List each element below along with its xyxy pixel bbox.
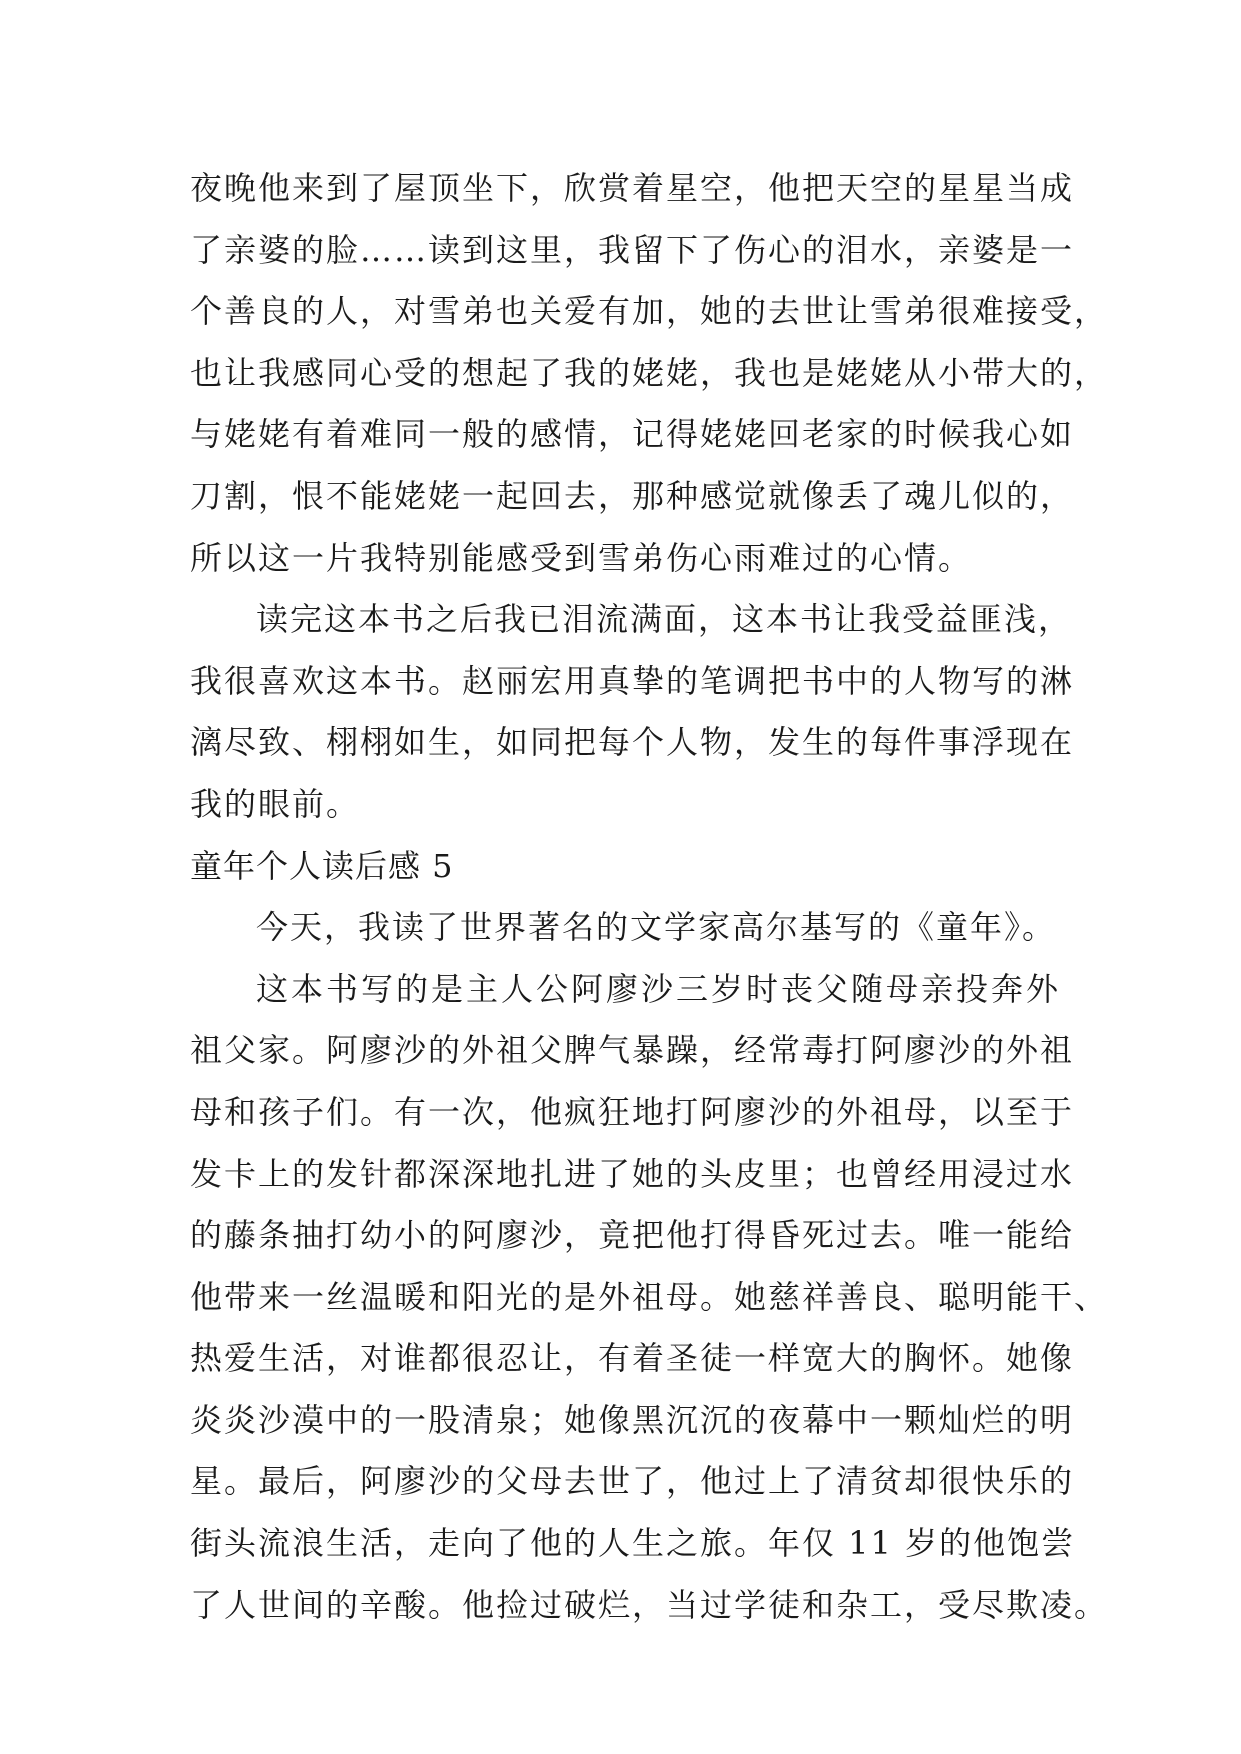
paragraph-line: 与姥姥有着难同一般的感情，记得姥姥回老家的时候我心如 [190,415,1075,454]
paragraph-line: 这本书写的是主人公阿廖沙三岁时丧父随母亲投奔外 [256,969,1060,1008]
paragraph-line: 了亲婆的脸……读到这里，我留下了伤心的泪水，亲婆是一 [190,230,1075,269]
paragraph-line: 我很喜欢这本书。赵丽宏用真挚的笔调把书中的人物写的淋 [190,661,1075,700]
paragraph-line: 祖父家。阿廖沙的外祖父脾气暴躁，经常毒打阿廖沙的外祖 [190,1031,1075,1070]
paragraph-line: 所以这一片我特别能感受到雪弟伤心雨难过的心情。 [190,538,973,577]
paragraph-line: 街头流浪生活，走向了他的人生之旅。年仅 11 岁的他饱尝 [190,1524,1076,1563]
paragraph-line: 他带来一丝温暖和阳光的是外祖母。她慈祥善良、聪明能干、 [190,1277,1109,1316]
paragraph-line: 发卡上的发针都深深地扎进了她的头皮里；也曾经用浸过水 [190,1154,1075,1193]
paragraph-line: 个善良的人，对雪弟也关爱有加，她的去世让雪弟很难接受， [190,292,1109,331]
paragraph-line: 了人世间的辛酸。他捡过破烂，当过学徒和杂工，受尽欺凌。 [190,1585,1109,1624]
paragraph-line: 今天，我读了世界著名的文学家高尔基写的《童年》。 [256,908,1057,947]
paragraph-line: 读完这本书之后我已泪流满面，这本书让我受益匪浅， [256,600,1073,639]
paragraph-line: 星。最后，阿廖沙的父母去世了，他过上了清贫却很快乐的 [190,1462,1075,1501]
paragraph-line: 我的眼前。 [190,784,361,823]
paragraph-line: 漓尽致、栩栩如生，如同把每个人物，发生的每件事浮现在 [190,723,1075,762]
paragraph-line: 的藤条抽打幼小的阿廖沙，竟把他打得昏死过去。唯一能给 [190,1216,1075,1255]
document-body [190,158,1109,1636]
paragraph-line: 热爱生活，对谁都很忍让，有着圣徒一样宽大的胸怀。她像 [190,1339,1075,1378]
paragraph-line: 刀割，恨不能姥姥一起回去，那种感觉就像丢了魂儿似的， [190,476,1075,515]
paragraph-line: 炎炎沙漠中的一股清泉；她像黑沉沉的夜幕中一颗灿烂的明 [190,1400,1075,1439]
paragraph-line: 也让我感同心受的想起了我的姥姥，我也是姥姥从小带大的， [190,353,1109,392]
paragraph-line: 夜晚他来到了屋顶坐下，欣赏着星空，他把天空的星星当成 [190,169,1075,207]
paragraph-line: 母和孩子们。有一次，他疯狂地打阿廖沙的外祖母，以至于 [190,1092,1075,1131]
section-heading: 童年个人读后感 5 [190,846,454,885]
